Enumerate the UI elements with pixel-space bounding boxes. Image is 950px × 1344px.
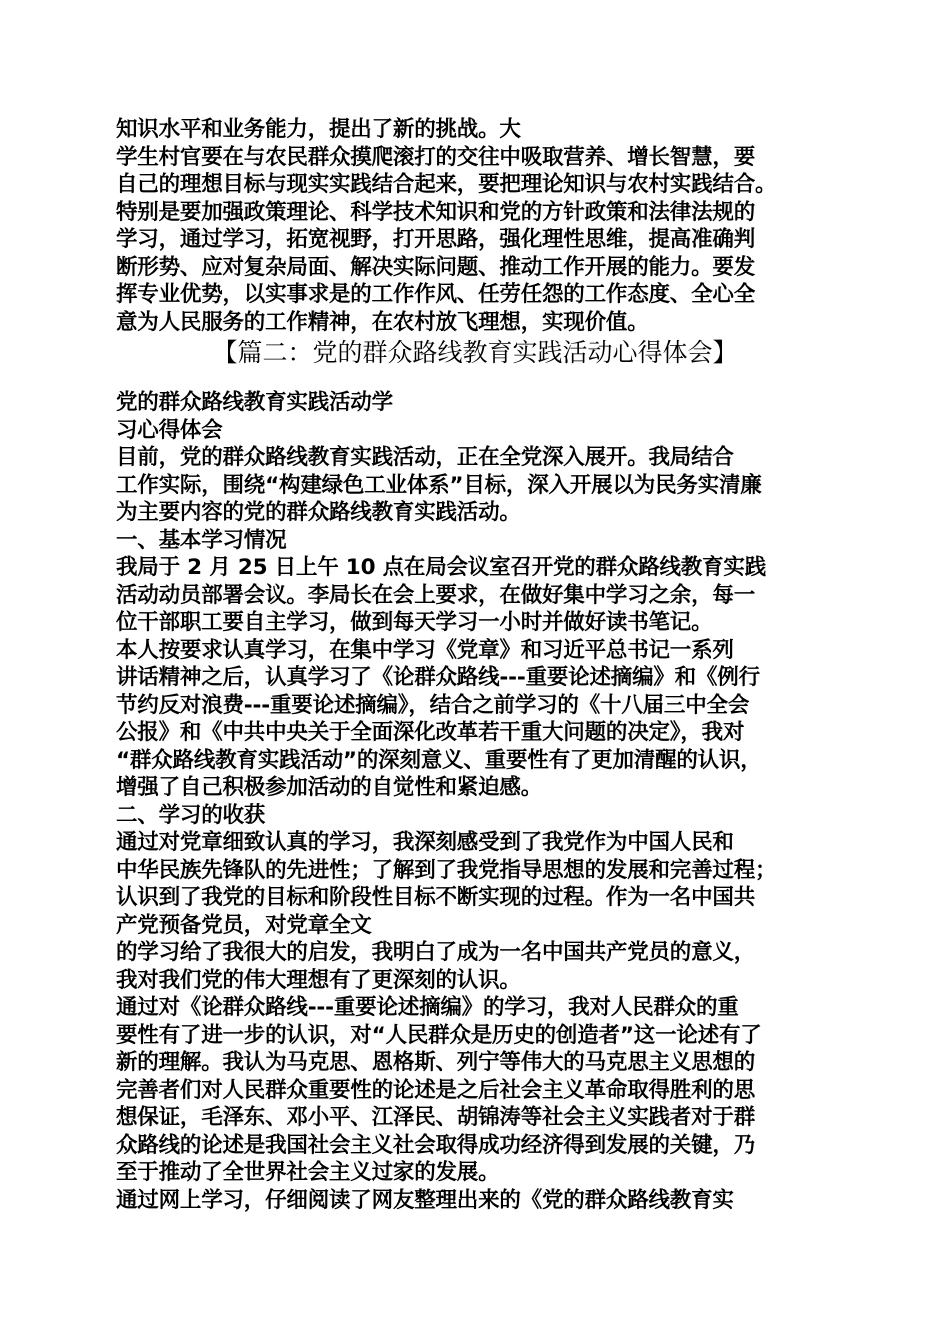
text-line: 的学习给了我很大的启发，我明白了成为一名中国共产党员的意义， [116,940,756,965]
section-heading: 【篇二：党的群众路线教育实践活动心得体会】 [212,338,738,367]
text-line: 断形势、应对复杂局面、解决实际问题、推动工作开展的能力。要发 [116,254,756,280]
text-line: 活动动员部署会议。李局长在会上要求，在做好集中学习之余，每一 [116,582,756,608]
text-line: 目前，党的群众路线教育实践活动，正在全党深入展开。我局结合 [116,445,734,470]
text-line: 本人按要求认真学习，在集中学习《党章》和习近平总书记一系列 [116,637,734,663]
text-line: 众路线的论述是我国社会主义社会取得成功经济得到发展的关键，乃 [116,1132,756,1158]
text-line: 工作实际，围绕“构建绿色工业体系”目标，深入开展以为民务实清廉 [116,472,762,498]
text-line: “群众路线教育实践活动”的深刻意义、重要性有了更加清醒的认识， [116,747,762,773]
text-line: 学生村官要在与农民群众摸爬滚打的交往中吸取营养、增长智慧，要 [116,144,756,170]
text-line: 学习，通过学习，拓宽视野，打开思路，强化理性思维，提高准确判 [116,227,756,252]
text-line: 意为人民服务的工作精神，在农村放飞理想，实现价值。 [116,309,649,335]
text-line: 公报》和《中共中央关于全面深化改革若干重大问题的决定》，我对 [116,720,745,745]
text-line: 特别是要加强政策理论、科学技术知识和党的方针政策和法律法规的 [116,199,756,225]
text-line: 自己的理想目标与现实实践结合起来，要把理论知识与农村实践结合。 [116,172,777,197]
text-line: 习心得体会 [116,417,223,443]
paragraph-block-main [116,389,846,1214]
text-line: 想保证，毛泽东、邓小平、江泽民、胡锦涛等社会主义实践者对于群 [116,1105,756,1130]
text-line: 通过对党章细致认真的学习，我深刻感受到了我党作为中国人民和 [116,830,734,855]
text-line: 党的群众路线教育实践活动学 [116,390,393,415]
text-line: 讲话精神之后，认真学习了《论群众路线---重要论述摘编》和《例行 [116,665,760,690]
text-line: 通过网上学习，仔细阅读了网友整理出来的《党的群众路线教育实 [116,1187,734,1213]
text-line: 一、基本学习情况 [116,527,287,553]
paragraph-block-intro [116,116,846,336]
text-line: 我局于 2 月 25 日上午 10 点在局会议室召开党的群众路线教育实践 [116,555,767,580]
text-line: 产党预备党员，对党章全文 [116,912,372,938]
text-line: 位干部职工要自主学习，做到每天学习一小时并做好读书笔记。 [116,610,713,635]
text-line: 知识水平和业务能力，提出了新的挑战。大 [116,117,521,142]
text-line: 完善者们对人民群众重要性的论述是之后社会主义革命取得胜利的思 [116,1077,756,1103]
text-line: 中华民族先锋队的先进性；了解到了我党指导思想的发展和完善过程； [116,857,777,883]
text-line: 节约反对浪费---重要论述摘编》，结合之前学习的《十八届三中全会 [116,692,750,718]
text-line: 新的理解。我认为马克思、恩格斯、列宁等伟大的马克思主义思想的 [116,1050,756,1075]
text-line: 至于推动了全世界社会主义过家的发展。 [116,1160,500,1185]
text-line: 我对我们党的伟大理想有了更深刻的认识。 [116,967,521,993]
text-line: 认识到了我党的目标和阶段性目标不断实现的过程。作为一名中国共 [116,885,756,910]
text-line: 二、学习的收获 [116,802,266,828]
text-line: 挥专业优势，以实事求是的工作作风、任劳任怨的工作态度、全心全 [116,282,756,307]
text-line: 增强了自己积极参加活动的自觉性和紧迫感。 [116,775,543,800]
text-line: 要性有了进一步的认识，对“人民群众是历史的创造者”这一论述有了 [116,1022,762,1048]
text-line: 为主要内容的党的群众路线教育实践活动。 [116,500,521,525]
text-line: 通过对《论群众路线---重要论述摘编》的学习，我对人民群众的重 [116,995,739,1020]
